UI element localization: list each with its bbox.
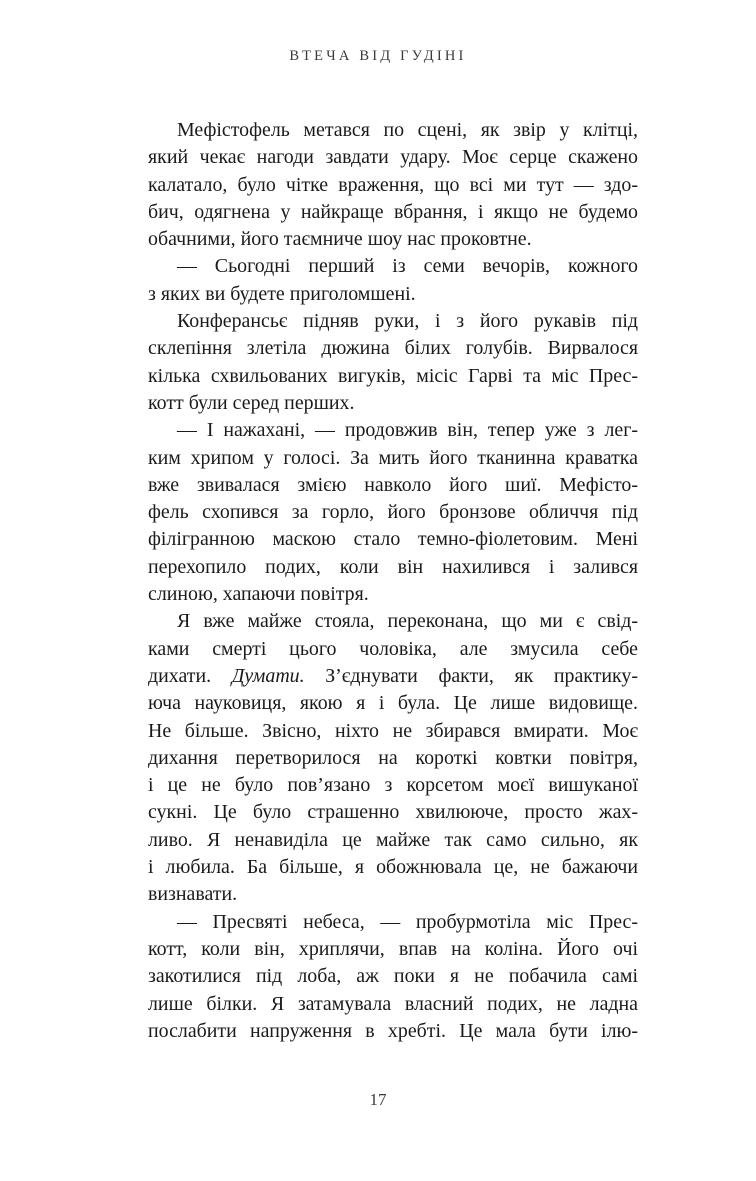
- paragraph: [119, 608, 638, 908]
- paragraph: [119, 417, 638, 608]
- text-line: ками смерті цього чоловіка, але змусила себе: [148, 637, 638, 660]
- text-line: слиною, хапаючи повітря.: [148, 583, 369, 606]
- text-line-with-italic: [119, 663, 638, 690]
- text-line: юча науковиця, якою я і була. Це лише видовище.: [148, 692, 638, 715]
- text-line: бич, одягнена у найкраще вбрання, і якщо не будемо: [148, 200, 638, 223]
- text-line: Не більше. Звісно, ніхто не збирався вмирати. Моє: [148, 719, 638, 742]
- text-line: котт були серед перших.: [148, 391, 355, 414]
- text-line: послабити напруження в хребті. Це мала бути ілю-: [148, 1019, 638, 1042]
- paragraph: [119, 117, 638, 253]
- text-line: і любила. Ба більше, я обожнювала це, не бажаючи: [148, 856, 638, 879]
- text-line: — І нажахані, — продовжив він, тепер уже з лег-: [177, 419, 638, 442]
- paragraph: [119, 909, 638, 1045]
- text-line: ким хрипом у голосі. За мить його тканинна краватка: [148, 446, 638, 469]
- text-line: перехопило подих, коли він нахилився і залився: [148, 555, 638, 578]
- page-number: 17: [369, 1090, 387, 1109]
- text-line: який чекає нагоди завдати удару. Моє серце скажено: [148, 146, 638, 169]
- text-line: фель схопився за горло, його бронзове обличчя під: [148, 501, 638, 524]
- text-line: калатало, було чітке враження, що всі ми тут — здо-: [148, 173, 638, 196]
- text-line: вже звивалася змією навколо його шиї. Мефісто-: [148, 473, 638, 496]
- text-run: З’єднувати факти, як практику-: [304, 664, 639, 687]
- paragraph: [119, 308, 638, 417]
- paragraph: [119, 253, 638, 308]
- text-line: лише білки. Я затамувала власний подих, не ладна: [148, 992, 638, 1015]
- text-line: Я вже майже стояла, переконана, що ми є свід-: [177, 610, 638, 633]
- text-line: кілька схвильованих вигуків, місіс Гарві та міс Прес-: [148, 364, 638, 387]
- text-line: і це не було пов’язано з корсетом моєї вишуканої: [148, 774, 638, 797]
- text-line: — Сьогодні перший із семи вечорів, кожного: [177, 255, 638, 278]
- text-line: ливо. Я ненавиділа це майже так само сильно, як: [148, 828, 638, 851]
- body-text: [119, 117, 638, 1045]
- text-line: філігранною маскою стало темно-фіолетовим. Мені: [148, 528, 638, 551]
- text-run: дихати.: [148, 664, 232, 687]
- text-line: з яких ви будете приголомшені.: [148, 282, 416, 305]
- text-line: котт, коли він, хриплячи, впав на коліна. Його очі: [148, 937, 638, 960]
- text-line: Мефістофель метався по сцені, як звір у клітці,: [177, 119, 638, 141]
- text-line: дихання перетворилося на короткі ковтки повітря,: [148, 746, 638, 769]
- text-line: сукні. Це було страшенно хвилююче, просто жах-: [148, 801, 638, 824]
- text-line: склепіння злетіла дюжина білих голубів. Вирвалося: [148, 337, 638, 360]
- text-line: закотилися під лоба, аж поки я не побачила самі: [148, 965, 638, 988]
- text-line: — Пресвяті небеса, — пробурмотіла міс Прес-: [177, 910, 638, 933]
- text-line: Конферансьє підняв руки, і з його рукавів під: [177, 310, 638, 333]
- running-head: ВТЕЧА ВІД ГУДІНІ: [289, 48, 467, 64]
- italic-word: Думати.: [231, 664, 305, 687]
- text-line: визнавати.: [148, 883, 238, 906]
- text-line: обачними, його таємниче шоу нас проковтне.: [148, 228, 532, 251]
